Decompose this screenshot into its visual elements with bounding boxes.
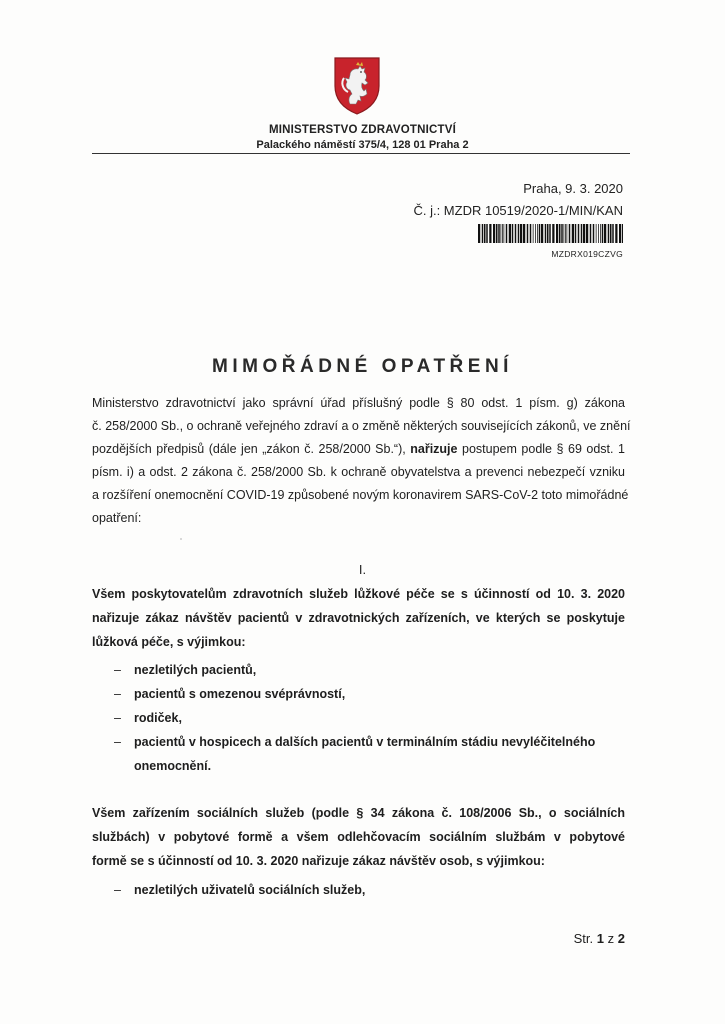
- document-title: MIMOŘÁDNÉ OPATŘENÍ: [212, 356, 513, 377]
- page-total: 2: [617, 931, 625, 946]
- ministry-name: MINISTERSTVO ZDRAVOTNICTVÍ: [268, 124, 457, 136]
- list-item: [92, 658, 625, 682]
- list-item: [92, 878, 625, 902]
- page-number: [574, 931, 625, 946]
- header-divider: [92, 153, 630, 154]
- page-separator: z: [607, 931, 615, 946]
- list-item-text: pacientů v hospicech a dalších pacientů v terminálním stádiu nevyléčitelného: [134, 735, 596, 749]
- exception-list-2: [92, 878, 625, 902]
- intro-emphasis: nařizuje: [410, 442, 458, 456]
- list-dash: –: [114, 883, 121, 897]
- case-number: Č. j.: MZDR 10519/2020-1/MIN/KAN: [413, 203, 623, 218]
- page-current: 1: [596, 931, 605, 946]
- exception-list-1: [92, 658, 625, 778]
- paragraph-line: lůžková péče, s výjimkou:: [92, 635, 246, 649]
- list-item: [92, 682, 625, 706]
- list-item-text: nezletilých uživatelů sociálních služeb,: [134, 883, 366, 897]
- list-item-text: onemocnění.: [134, 759, 212, 773]
- paragraph-2: [92, 801, 625, 873]
- paragraph-line: nařizuje zákaz návštěv pacientů v zdravotnických zařízeních, ve kterých se poskytuje: [92, 611, 625, 625]
- paragraph-line: Všem zařízením sociálních služeb (podle § 34 zákona č. 108/2006 Sb., o sociálních: [92, 806, 625, 820]
- intro-line: opatření:: [92, 511, 142, 525]
- intro-line: [92, 438, 625, 461]
- list-item-text: rodiček,: [134, 711, 182, 725]
- ministry-address: Palackého náměstí 375/4, 128 01 Praha 2: [256, 139, 469, 151]
- czech-lion-coat-of-arms-icon: [332, 56, 382, 116]
- paragraph-line: formě se s účinností od 10. 3. 2020 nařizuje zákaz návštěv osob, s výjimkou:: [92, 854, 545, 868]
- scan-speck: [180, 538, 182, 540]
- intro-line: č. 258/2000 Sb., o ochraně veřejného zdraví a o změně některých souvisejících zákonů, ve znění: [92, 419, 631, 433]
- intro-line: písm. i) a odst. 2 zákona č. 258/2000 Sb. k ochraně obyvatelstva a prevenci nebezpečí vzniku: [92, 465, 625, 479]
- intro-line-part: postupem podle § 69 odst. 1: [462, 442, 625, 456]
- paragraph-line: službách) v pobytové formě a všem odlehčovacím sociálním službám v pobytové: [92, 830, 625, 844]
- barcode-code: MZDRX019CZVG: [551, 249, 623, 259]
- list-item: [92, 730, 625, 778]
- section-number: I.: [358, 562, 367, 577]
- intro-paragraph: [92, 392, 631, 530]
- list-item: [92, 706, 625, 730]
- intro-line: a rozšíření onemocnění COVID-19 způsobené novým koronavirem SARS-CoV-2 toto mimořádné: [92, 488, 629, 502]
- list-dash: –: [114, 711, 121, 725]
- paragraph-1: [92, 582, 625, 654]
- list-dash: –: [114, 663, 121, 677]
- list-item-text: pacientů s omezenou svéprávností,: [134, 687, 346, 701]
- list-item-text: nezletilých pacientů,: [134, 663, 257, 677]
- intro-line: Ministerstvo zdravotnictví jako správní úřad příslušný podle § 80 odst. 1 písm. g) zákona: [92, 396, 625, 410]
- list-dash: –: [114, 735, 121, 749]
- place-date: Praha, 9. 3. 2020: [523, 181, 623, 196]
- barcode: [478, 224, 623, 243]
- page-prefix: Str.: [573, 931, 594, 946]
- paragraph-line: Všem poskytovatelům zdravotních služeb lůžkové péče se s účinností od 10. 3. 2020: [92, 587, 625, 601]
- list-dash: –: [114, 687, 121, 701]
- intro-line-part: pozdějších předpisů (dále jen „zákon č. 258/2000 Sb.“),: [92, 442, 406, 456]
